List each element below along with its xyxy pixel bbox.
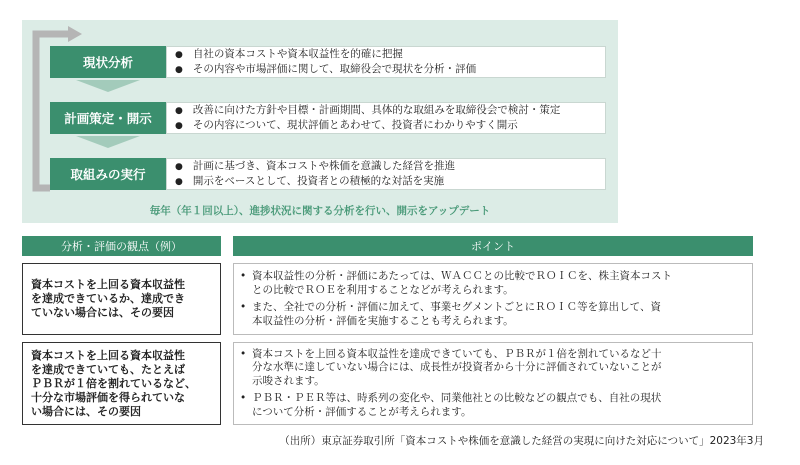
down-arrow-icon — [76, 136, 140, 148]
annual-update-note: 毎年（年１回以上）、進捗状況に関する分析を行い、開示をアップデート — [149, 205, 491, 217]
table-row-points — [233, 342, 753, 425]
table-row-observation: 資本コストを上回る資本収益性 を達成できていても、たとえば ＰＢＲが１倍を割れているなど、 十分な市場評価を得られていな い場合には、その要因 — [22, 342, 221, 425]
step-execution: 取組みの実行 — [50, 158, 166, 190]
bullet-icon: • — [240, 270, 247, 282]
list-item: • ＰＢＲ・ＰＥＲ等は、時系列の変化や、同業他社との比較などの観点でも、自社の現状 について分析・評価することが考えられます。 — [240, 392, 662, 418]
step-bullet: ● その内容について、現状評価とあわせて、投資者にわかりやすく開示 — [175, 118, 605, 133]
bullet-icon: • — [240, 347, 247, 360]
step-execution-description — [166, 158, 606, 190]
step-bullet: ● 改善に向けた方針や目標・計画期間、具体的な取組みを取締役会で検討・策定 — [175, 103, 605, 118]
step-planning-disclosure-description — [166, 102, 606, 134]
step-current-analysis: 現状分析 — [50, 46, 166, 78]
source-citation: （出所）東京証券取引所「資本コストや株価を意識した経営の実現に向けた対応について」2023年3月 — [279, 435, 764, 447]
table-header-observation: 分析・評価の観点（例） — [22, 236, 221, 256]
step-bullet: ● その内容や市場評価に関して、取締役会で現状を分析・評価 — [175, 62, 605, 77]
bullet-icon: • — [240, 392, 247, 405]
table-row-points — [233, 263, 753, 335]
table-row-observation: 資本コストを上回る資本収益性 を達成できているか、達成でき ていない場合には、その要因 — [22, 263, 221, 335]
process-flow-panel — [22, 20, 618, 223]
list-item: • また、全社での分析・評価に加えて、事業セグメントごとにＲＯＩＣ等を算出して、資 本収益性の分析・評価を実施することも考えられます。 — [240, 301, 661, 327]
step-current-analysis-description — [166, 46, 606, 78]
list-item: • 資本収益性の分析・評価にあたっては、ＷＡＣＣとの比較でＲＯＩＣを、株主資本コスト との比較でＲＯＥを利用することなどが考えられます。 — [240, 270, 672, 296]
list-item: • 資本コストを上回る資本収益性を達成できていても、ＰＢＲが１倍を割れているなど十 分な水準に達していない場合には、成長性が投資者から十分に評価されていないことが 示唆されます。 — [240, 347, 662, 387]
down-arrow-icon — [76, 80, 140, 92]
step-bullet: ● 自社の資本コストや資本収益性を的確に把握 — [175, 47, 605, 62]
bullet-icon: • — [240, 301, 247, 313]
table-header-points: ポイント — [233, 236, 753, 256]
step-bullet: ● 開示をベースとして、投資者との積極的な対話を実施 — [175, 174, 605, 189]
step-planning-disclosure: 計画策定・開示 — [50, 102, 166, 134]
step-bullet: ● 計画に基づき、資本コストや株価を意識した経営を推進 — [175, 159, 605, 174]
